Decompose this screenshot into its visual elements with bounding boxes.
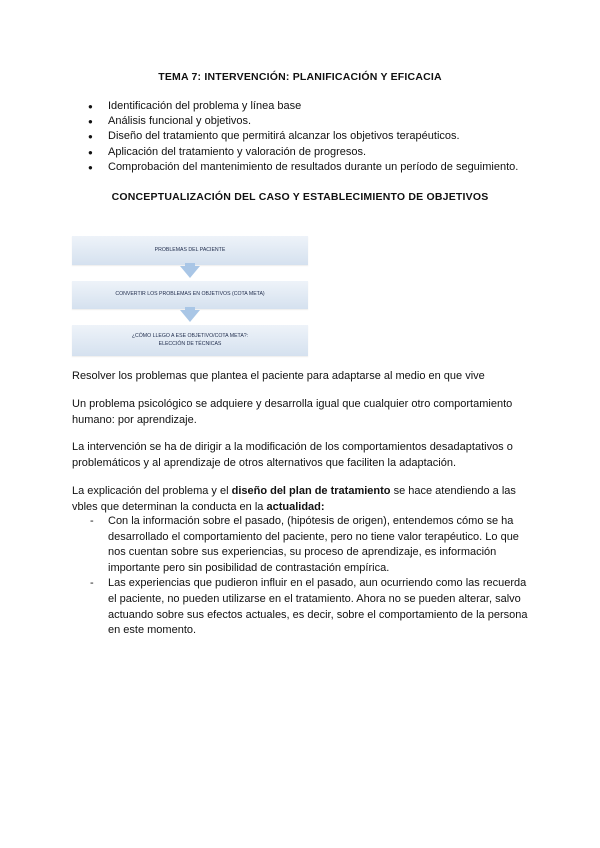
dash-item: - Con la información sobre el pasado, (hipótesis de origen), entendemos cómo se ha desarrollado el comportamiento del paciente, pero no tiene valor terapéutico. Lo que nos cuentan sobre sus experiencias, su proceso de aprendizaje, es información importante pero sin posibilidad de contrastación empírica. [90, 514, 528, 576]
diagram-step-label: CONVERTIR LOS PROBLEMAS EN OBJETIVOS (COTA META) [115, 291, 265, 298]
diagram-step-label: PROBLEMAS DEL PACIENTE [154, 246, 226, 253]
bullet-item: ● Comprobación del mantenimiento de resultados durante un período de seguimiento. [88, 160, 568, 175]
paragraph: Un problema psicológico se adquiere y desarrolla igual que cualquier otro comportamiento humano: por aprendizaje. [72, 398, 513, 426]
bold-text: diseño del plan de tratamiento [231, 485, 391, 497]
diagram-step-label: ELECCIÓN DE TÉCNICAS [158, 340, 222, 347]
diagram-step-label: ¿CÓMO LLEGO A ESE OBJETIVO/COTA META?: [131, 332, 249, 339]
diagram-step-objectives [72, 281, 308, 309]
topic-bullet-list [88, 99, 568, 175]
paragraph: Resolver los problemas que plantea el paciente para adaptarse al medio en que vive [72, 370, 485, 382]
paragraph-text: La explicación del problema y el [72, 485, 232, 497]
process-flow-diagram [72, 236, 308, 356]
dash-list [90, 514, 528, 639]
bullet-item: ● Aplicación del tratamiento y valoración de progresos. [88, 145, 568, 160]
document-title: TEMA 7: INTERVENCIÓN: PLANIFICACIÓN Y EFICACIA [158, 71, 442, 83]
diagram-step-problems [72, 236, 308, 265]
diagram-step-techniques [72, 325, 308, 356]
down-arrow-icon [180, 310, 200, 322]
down-arrow-icon [180, 266, 200, 278]
section-title: CONCEPTUALIZACIÓN DEL CASO Y ESTABLECIMIENTO DE OBJETIVOS [111, 191, 489, 203]
paragraph [72, 484, 532, 515]
paragraph: La intervención se ha de dirigir a la modificación de los comportamientos desadaptativos o problemáticos y al aprendizaje de otros alternativos que faciliten la adaptación. [72, 441, 513, 469]
bullet-item: ● Análisis funcional y objetivos. [88, 114, 568, 129]
bold-text: actualidad: [266, 500, 325, 513]
paragraph-text: se hace atendiendo a las vbles que determinan la conducta en la [72, 485, 516, 513]
dash-item: - Las experiencias que pudieron influir en el pasado, aun ocurriendo como las recuerda el paciente, no pueden utilizarse en el tratamiento. Ahora no se pueden alterar, salvo actuando sobre sus efectos actuales, es decir, sobre el comportamiento de la persona en este momento. [90, 576, 528, 638]
bullet-item: ● Identificación del problema y línea base [88, 99, 568, 114]
bullet-item: ● Diseño del tratamiento que permitirá alcanzar los objetivos terapéuticos. [88, 129, 568, 144]
